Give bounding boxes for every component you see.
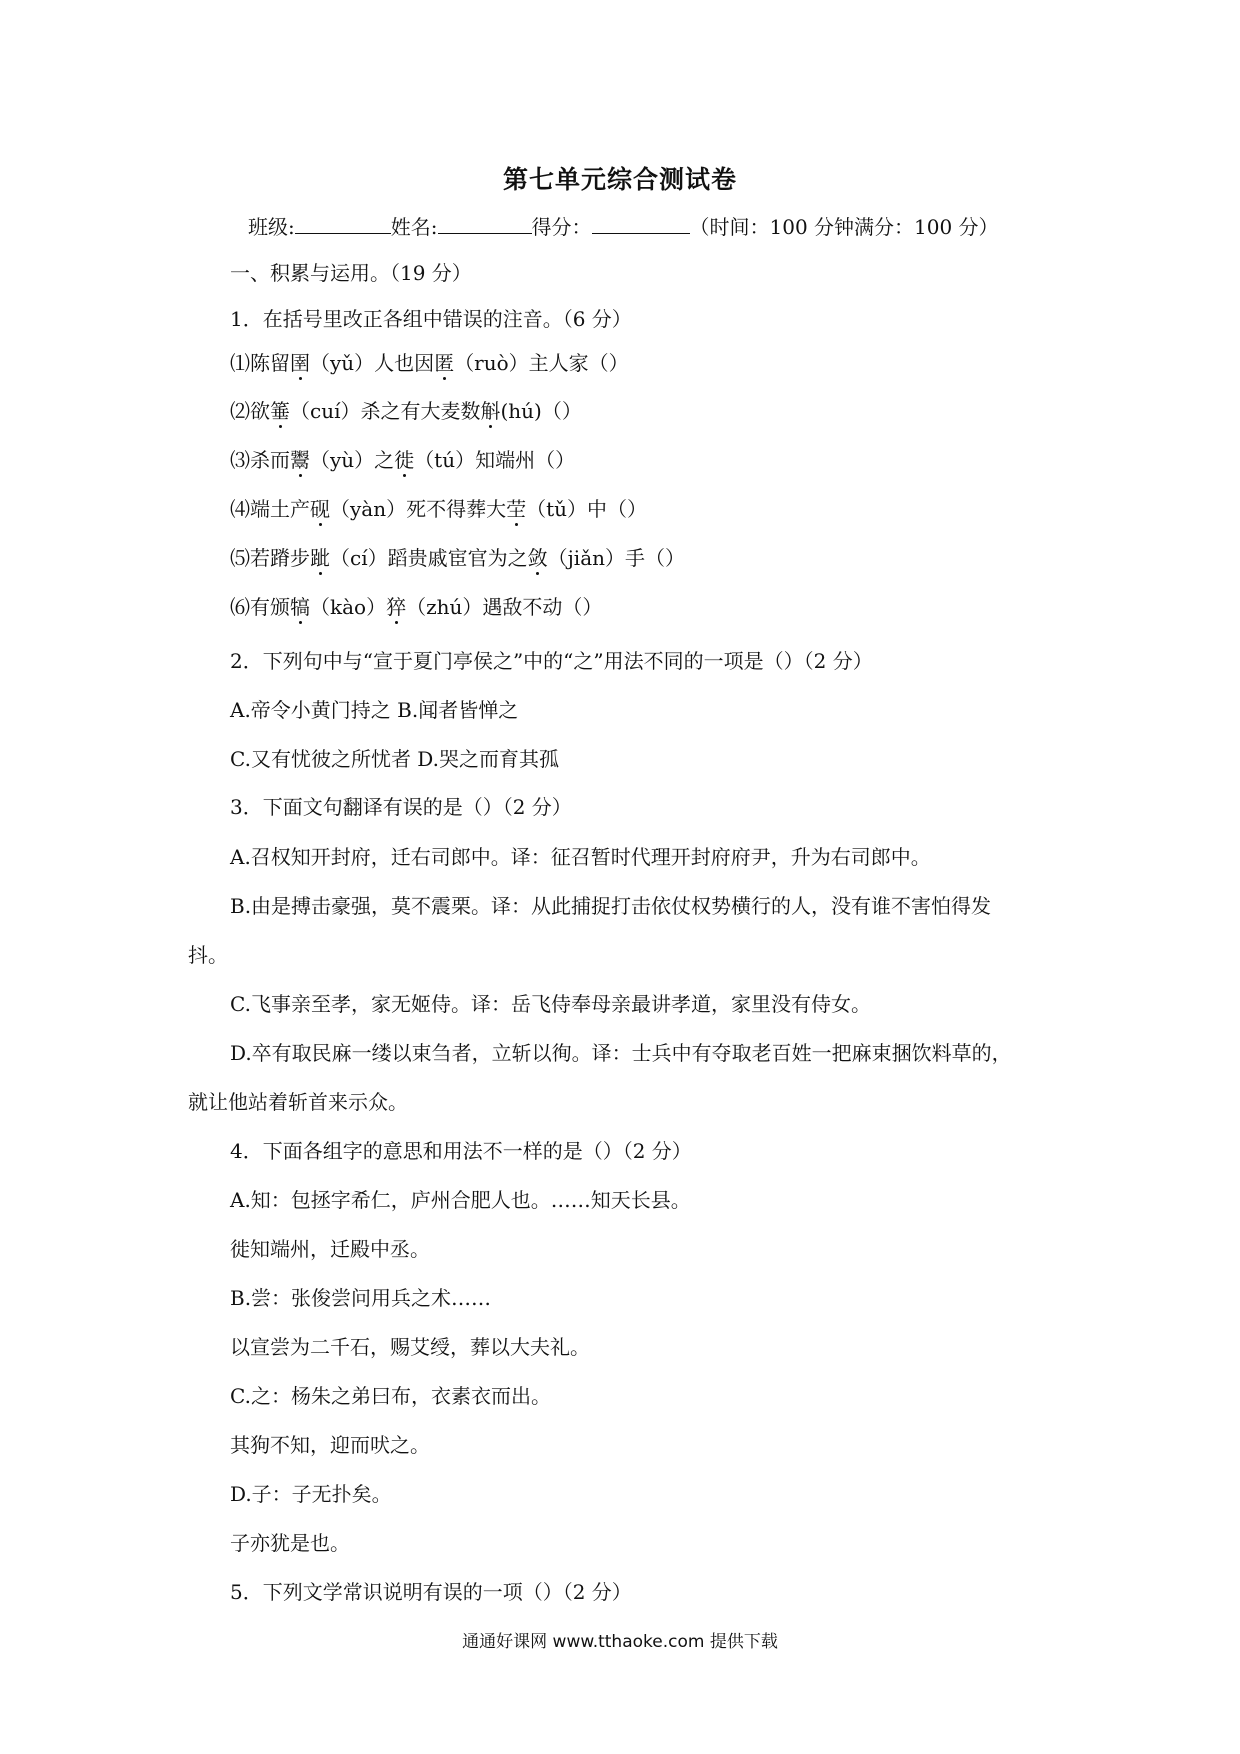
section-heading: 一、积累与运用。（19 分）	[230, 261, 472, 285]
name-blank	[438, 215, 532, 234]
question-1-item: ⑸若蹐步跐（cí）蹈贵戚宦官为之敛（jiǎn）手（）	[230, 546, 686, 570]
question-3-option-b: B.由是搏击豪强，莫不震栗。译：从此捕捉打击依仗权势横行的人，没有谁不害怕得发	[230, 894, 992, 918]
question-2-stem: 2．下列句中与“宣于夏门亭侯之”中的“之”用法不同的一项是（）（2 分）	[230, 649, 873, 673]
question-2-options: C.又有忧彼之所忧者 D.哭之而育其孤	[230, 747, 559, 771]
student-info-row	[248, 211, 999, 240]
question-3-stem: 3．下面文句翻译有误的是（）（2 分）	[230, 795, 572, 819]
class-label: 班级:	[248, 215, 295, 239]
question-1-item: ⑹有颁犒（kào）猝（zhú）遇敌不动（）	[230, 595, 603, 619]
score-blank	[592, 215, 690, 234]
question-3-option-c: C.飞事亲至孝，家无姬侍。译：岳飞侍奉母亲最讲孝道，家里没有侍女。	[230, 992, 871, 1016]
question-4-option-b: B.尝：张俊尝问用兵之术……	[230, 1286, 492, 1310]
class-blank	[295, 215, 391, 234]
question-3-option-d-cont: 就让他站着斩首来示众。	[188, 1090, 408, 1114]
question-4-option-d: D.子：子无扑矣。	[230, 1482, 392, 1506]
time-note: （时间：100 分钟满分：100 分）	[689, 215, 999, 239]
question-1-item: ⑷端土产砚（yàn）死不得葬大茔（tǔ）中（）	[230, 497, 648, 521]
question-4-option-a-2: 徙知端州，迁殿中丞。	[230, 1237, 430, 1261]
question-4-option-a: A.知：包拯字希仁，庐州合肥人也。……知天长县。	[230, 1188, 691, 1212]
question-4-option-c: C.之：杨朱之弟曰布，衣素衣而出。	[230, 1384, 551, 1408]
question-3-option-a: A.召权知开封府，迁右司郎中。译：征召暂时代理开封府府尹，升为右司郎中。	[230, 845, 931, 869]
question-3-option-b-cont: 抖。	[188, 943, 228, 967]
question-1-item: ⑴陈留圉（yǔ）人也因匿（ruò）主人家（）	[230, 351, 629, 375]
question-1-item: ⑵欲箠（cuí）杀之有大麦数斛(hú)（）	[230, 399, 582, 423]
page-footer: 通通好课网 www.tthaoke.com 提供下载	[462, 1632, 778, 1652]
question-4-option-c-2: 其狗不知，迎而吠之。	[230, 1433, 430, 1457]
question-1-item: ⑶杀而鬻（yù）之徙（tú）知端州（）	[230, 448, 576, 472]
question-5-stem: 5．下列文学常识说明有误的一项（）（2 分）	[230, 1580, 632, 1604]
question-2-options: A.帝令小黄门持之 B.闻者皆惮之	[230, 698, 519, 722]
question-1-stem: 1．在括号里改正各组中错误的注音。（6 分）	[230, 307, 632, 331]
question-4-option-b-2: 以宣尝为二千石，赐艾绶，葬以大夫礼。	[230, 1335, 590, 1359]
score-label: 得分：	[531, 215, 592, 239]
name-label: 姓名:	[390, 215, 438, 239]
question-4-option-d-2: 子亦犹是也。	[230, 1531, 350, 1555]
page-title: 第七单元综合测试卷	[502, 165, 737, 194]
question-4-stem: 4．下面各组字的意思和用法不一样的是（）（2 分）	[230, 1139, 692, 1163]
question-3-option-d: D.卒有取民麻一缕以束刍者，立斩以徇。译：士兵中有夺取老百姓一把麻束捆饮料草的，	[230, 1041, 1012, 1065]
